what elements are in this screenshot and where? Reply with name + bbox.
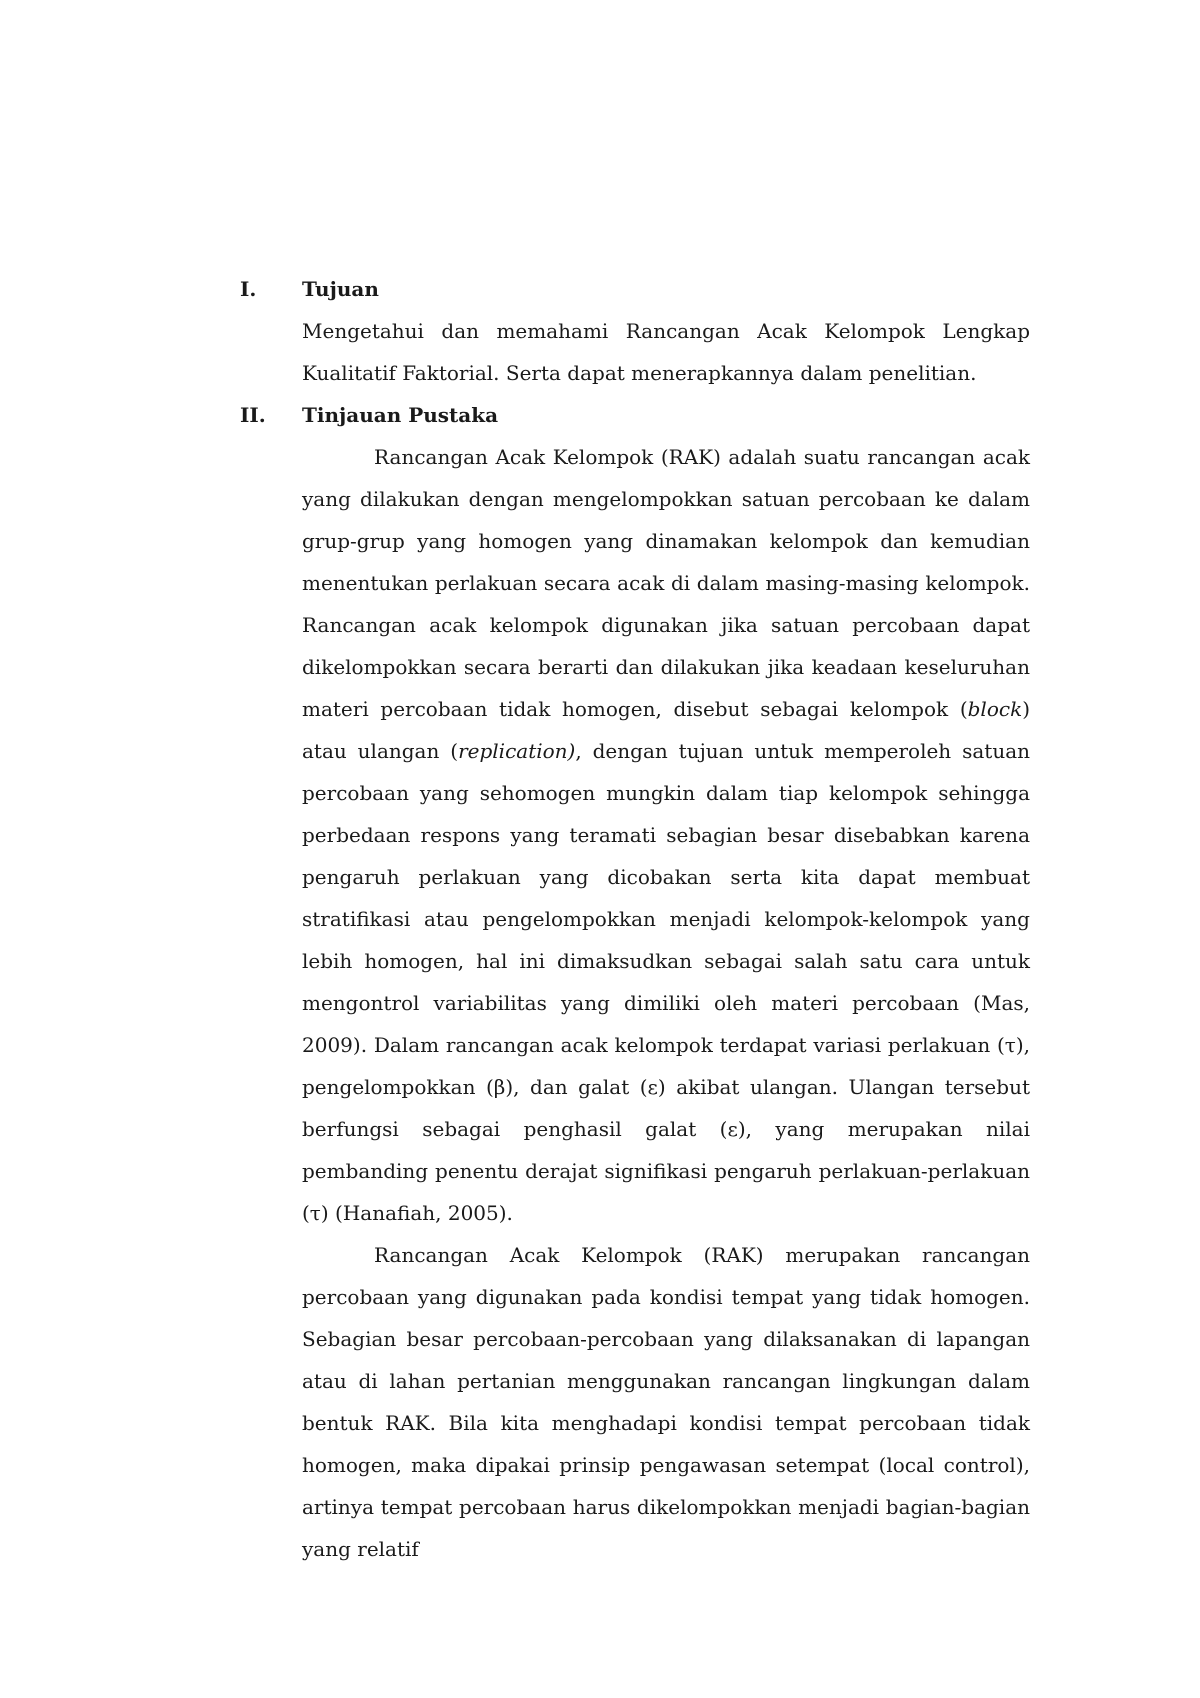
italic-term: replication) [458,739,576,763]
section-tinjauan-pustaka [240,394,1030,1570]
section-body [302,310,1030,394]
section-body [302,436,1030,1570]
section-numeral: I. [240,277,257,301]
text-run: Rancangan Acak Kelompok (RAK) adalah suatu rancangan acak yang dilakukan dengan mengelompokkan satuan percobaan ke dalam grup-grup yang homogen yang dinamakan kelompok dan kemudian menentukan perlakuan secara acak di dalam masing-masing kelompok. Rancangan acak kelompok digunakan jika satuan percobaan dapat dikelompokkan secara berarti dan dilakukan jika keadaan keseluruhan materi percobaan tidak homogen, disebut sebagai kelompok ( [302,445,1030,721]
section-title: Tujuan [302,277,379,301]
section-title: Tinjauan Pustaka [302,403,499,427]
section-heading [240,394,1030,436]
section-numeral: II. [240,403,266,427]
paragraph: Mengetahui dan memahami Rancangan Acak Kelompok Lengkap Kualitatif Faktorial. Serta dapat menerapkannya dalam penelitian. [302,319,1030,385]
text-run: , dengan tujuan untuk memperoleh satuan percobaan yang sehomogen mungkin dalam tiap kelompok sehingga perbedaan respons yang teramati sebagian besar disebabkan karena pengaruh perlakuan yang dicobakan serta kita dapat membuat stratifikasi atau pengelompokkan menjadi kelompok-kelompok yang lebih homogen, hal ini dimaksudkan sebagai salah satu cara untuk mengontrol variabilitas yang dimiliki oleh materi percobaan (Mas, 2009). Dalam rancangan acak kelompok terdapat variasi perlakuan (τ), pengelompokkan (β), dan galat (ε) akibat ulangan. Ulangan tersebut berfungsi sebagai penghasil galat (ε), yang merupakan nilai pembanding penentu derajat signifikasi pengaruh perlakuan-perlakuan (τ) (Hanafiah, 2005). [302,739,1030,1225]
paragraph: Rancangan Acak Kelompok (RAK) merupakan rancangan percobaan yang digunakan pada kondisi tempat yang tidak homogen. Sebagian besar percobaan-percobaan yang dilaksanakan di lapangan atau di lahan pertanian menggunakan rancangan lingkungan dalam bentuk RAK. Bila kita menghadapi kondisi tempat percobaan tidak homogen, maka dipakai prinsip pengawasan setempat (local control), artinya tempat percobaan harus dikelompokkan menjadi bagian-bagian yang relatif [302,1243,1030,1561]
text-run: ) atau ulangan ( [302,697,1030,763]
italic-term: block [967,697,1023,721]
section-heading [240,268,1030,310]
section-tujuan [240,268,1030,394]
paragraph [302,436,1030,1234]
